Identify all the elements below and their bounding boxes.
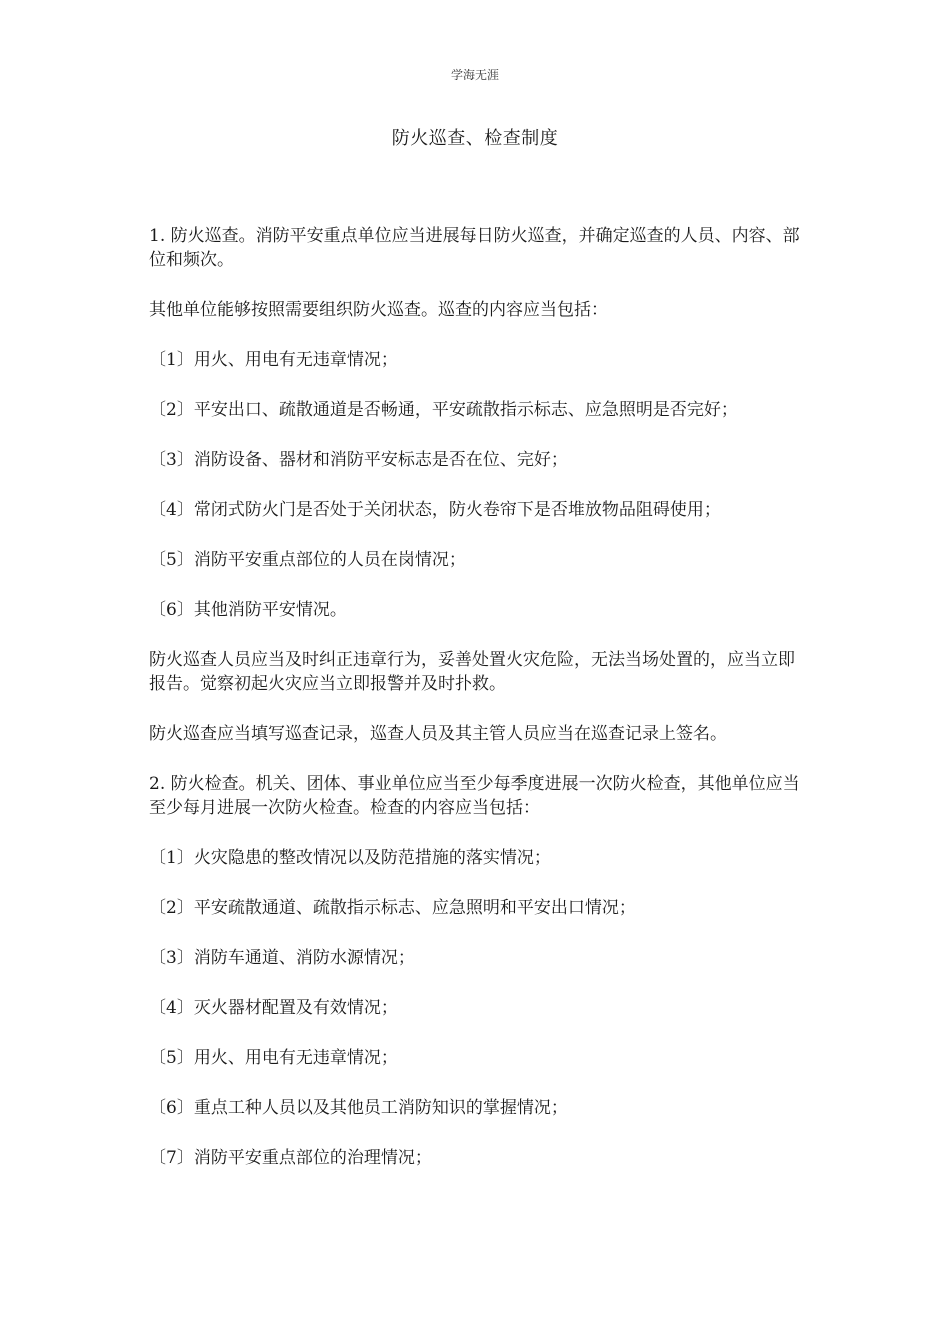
list-item: 〔4〕灭火器材配置及有效情况； (149, 998, 398, 1018)
list-item: 〔2〕平安疏散通道、疏散指示标志、应急照明和平安出口情况； (149, 898, 636, 918)
page-header: 学海无涯 (450, 68, 499, 82)
paragraph: 防火巡查人员应当及时纠正违章行为，妥善处置火灾危险，无法当场处置的，应当立即报告。觉察初起火灾应当立即报警并及时扑救。 (149, 650, 795, 694)
list-item: 〔3〕消防车通道、消防水源情况； (149, 948, 415, 968)
paragraph: 其他单位能够按照需要组织防火巡查。巡查的内容应当包括： (149, 300, 608, 320)
list-item: 〔7〕消防平安重点部位的治理情况； (149, 1148, 432, 1168)
list-item: 〔6〕重点工种人员以及其他员工消防知识的掌握情况； (149, 1098, 568, 1118)
paragraph: 2. 防火检查。机关、团体、事业单位应当至少每季度进展一次防火检查，其他单位应当至少每月进展一次防火检查。检查的内容应当包括： (149, 774, 800, 818)
document-body (149, 224, 809, 1196)
paragraph: 防火巡查应当填写巡查记录，巡查人员及其主管人员应当在巡查记录上签名。 (149, 724, 727, 744)
list-item: 〔6〕其他消防平安情况。 (149, 600, 347, 620)
list-item: 〔2〕平安出口、疏散通道是否畅通，平安疏散指示标志、应急照明是否完好； (149, 400, 738, 420)
list-item: 〔5〕用火、用电有无违章情况； (149, 1048, 398, 1068)
list-item: 〔5〕消防平安重点部位的人员在岗情况； (149, 550, 466, 570)
document-title: 防火巡查、检查制度 (391, 128, 559, 149)
paragraph: 1. 防火巡查。消防平安重点单位应当进展每日防火巡查，并确定巡查的人员、内容、部位和频次。 (149, 226, 800, 270)
list-item: 〔1〕用火、用电有无违章情况； (149, 350, 398, 370)
list-item: 〔3〕消防设备、器材和消防平安标志是否在位、完好； (149, 450, 568, 470)
list-item: 〔1〕火灾隐患的整改情况以及防范措施的落实情况； (149, 848, 551, 868)
list-item: 〔4〕常闭式防火门是否处于关闭状态，防火卷帘下是否堆放物品阻碍使用； (149, 500, 721, 520)
